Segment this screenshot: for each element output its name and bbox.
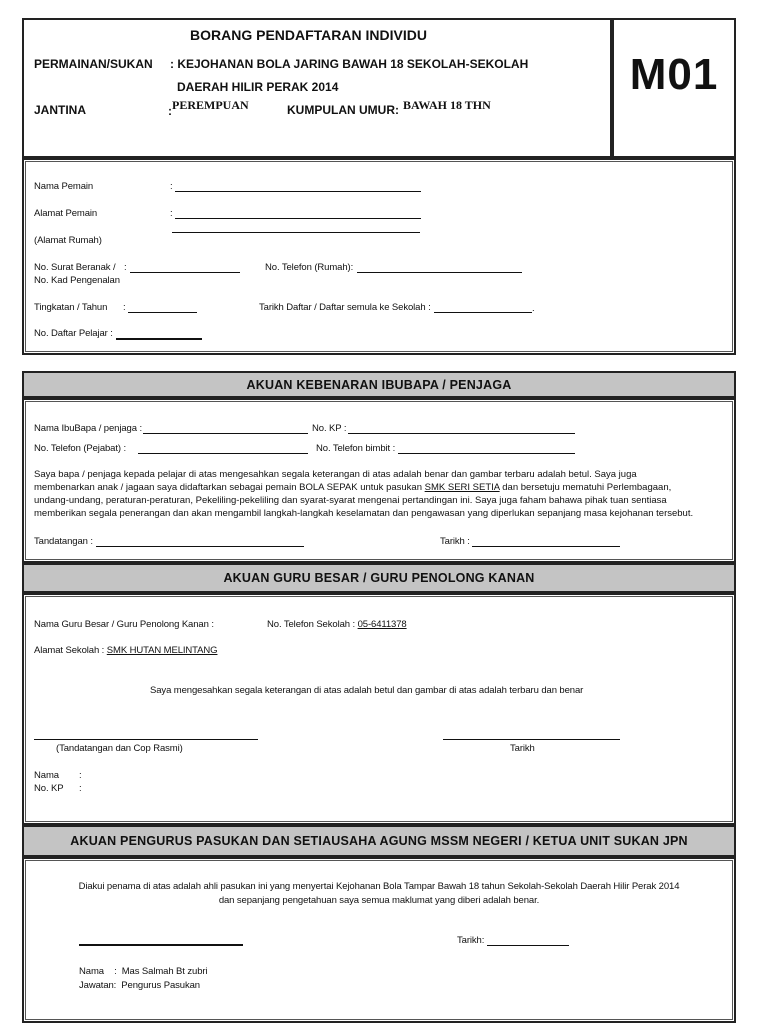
register-date-end: . xyxy=(532,303,535,314)
form-code: M01 xyxy=(629,50,719,99)
mobile-field[interactable] xyxy=(398,453,575,454)
age-group-label: KUMPULAN UMUR: xyxy=(287,103,399,117)
register-date-label: Tarikh Daftar / Daftar semula ke Sekolah : xyxy=(259,302,431,313)
birth-cert-label-1: No. Surat Beranak / xyxy=(34,262,116,273)
player-address-colon: : xyxy=(170,208,173,219)
parent-signature-field[interactable] xyxy=(96,546,304,547)
headmaster-signature-field[interactable] xyxy=(34,739,258,740)
form-year-colon: : xyxy=(123,302,126,313)
office-phone-field[interactable] xyxy=(138,453,308,454)
manager-signature-field[interactable] xyxy=(79,944,243,946)
parent-name-label: Nama IbuBapa / penjaga : xyxy=(34,423,142,434)
headmaster-name-label-2: Nama xyxy=(34,770,59,781)
student-no-field[interactable] xyxy=(116,338,202,340)
manager-name: Nama : Mas Salmah Bt zubri xyxy=(79,966,208,977)
gender-label: JANTINA xyxy=(34,103,87,117)
parent-decl-line-2a: membenarkan anak / jagaan saya didaftarkan sebagai pemain BOLA SEPAK untuk pasukan xyxy=(34,482,425,493)
parent-section-heading: AKUAN KEBENARAN IBUBAPA / PENJAGA xyxy=(22,371,736,398)
headmaster-name-colon: : xyxy=(79,770,82,781)
manager-section-heading: AKUAN PENGURUS PASUKAN DAN SETIAUSAHA AGUNG MSSM NEGERI / KETUA UNIT SUKAN JPN xyxy=(22,825,736,857)
school-address xyxy=(34,645,217,656)
gender-colon: : xyxy=(168,104,172,118)
parent-ic-label: No. KP : xyxy=(312,423,347,434)
headmaster-ic-label: No. KP xyxy=(34,783,64,794)
manager-decl-line-2: dan sepanjang pengetahuan saya semua maklumat yang diberi adalah benar. xyxy=(218,895,540,906)
parent-name-field[interactable] xyxy=(143,433,308,434)
school-address-value: SMK HUTAN MELINTANG xyxy=(106,645,218,656)
form-year-label: Tingkatan / Tahun xyxy=(34,302,108,313)
player-name-label: Nama Pemain xyxy=(34,181,94,192)
player-name-colon: : xyxy=(170,181,173,192)
home-address-label: (Alamat Rumah) xyxy=(34,235,102,246)
school-address-label: Alamat Sekolah : xyxy=(34,645,107,656)
parent-date-field[interactable] xyxy=(472,546,620,547)
home-phone-label: No. Telefon (Rumah): xyxy=(265,262,354,273)
birth-cert-colon: : xyxy=(124,262,127,273)
parent-decl-line-3: undang-undang, peraturan-peraturan, Pekeliling-pekeliling dan syarat-syarat mengenai pertandingan ini. Saya juga faham bahawa pihak tuan sentiasa xyxy=(34,495,667,506)
headmaster-date-label: Tarikh xyxy=(510,743,535,754)
parent-decl-line-1: Saya bapa / penjaga kepada pelajar di atas mengesahkan segala keterangan di atas adalah benar dan gambar terbaru adalah betul. Saya juga xyxy=(34,469,637,480)
parent-declaration xyxy=(34,468,724,520)
player-address-field-1[interactable] xyxy=(175,218,421,219)
headmaster-date-field[interactable] xyxy=(443,739,620,740)
game-value-line1: : KEJOHANAN BOLA JARING BAWAH 18 SEKOLAH-SEKOLAH xyxy=(170,57,529,71)
player-address-label: Alamat Pemain xyxy=(34,208,98,219)
headmaster-name-label: Nama Guru Besar / Guru Penolong Kanan : xyxy=(34,619,214,630)
office-phone-label: No. Telefon (Pejabat) : xyxy=(34,443,127,454)
manager-decl-line-1: Diakui penama di atas adalah ahli pasukan ini yang menyertai Kejohanan Bola Tampar Bawah 18 tahun Sekolah-Sekolah Daerah Hilir Perak 2014 xyxy=(78,881,680,892)
headmaster-signature-label: (Tandatangan dan Cop Rasmi) xyxy=(56,743,183,754)
manager-date-field[interactable] xyxy=(487,945,569,946)
manager-date-label: Tarikh: xyxy=(457,935,485,946)
birth-cert-label-2: No. Kad Pengenalan xyxy=(34,275,120,286)
parent-decl-line-2 xyxy=(34,481,724,494)
birth-cert-field[interactable] xyxy=(130,272,240,273)
headmaster-section-heading: AKUAN GURU BESAR / GURU PENOLONG KANAN xyxy=(22,563,736,593)
manager-position: Jawatan: Pengurus Pasukan xyxy=(79,980,200,991)
school-phone-value: 05-6411378 xyxy=(357,619,407,630)
game-label: PERMAINAN/SUKAN xyxy=(34,57,153,71)
parent-signature-label: Tandatangan : xyxy=(34,536,93,547)
register-date-field[interactable] xyxy=(434,312,532,313)
parent-decl-line-2b: dan bersetuju mematuhi Perlembagaan, xyxy=(499,482,672,493)
mobile-label: No. Telefon bimbit : xyxy=(316,443,396,454)
form-title: BORANG PENDAFTARAN INDIVIDU xyxy=(190,27,427,43)
player-name-field[interactable] xyxy=(175,191,421,192)
parent-ic-field[interactable] xyxy=(348,433,575,434)
player-address-field-2[interactable] xyxy=(172,232,420,233)
student-no-label: No. Daftar Pelajar : xyxy=(34,328,113,339)
gender-value: PEREMPUAN xyxy=(172,98,249,112)
parent-date-label: Tarikh : xyxy=(440,536,470,547)
headmaster-certify-text: Saya mengesahkan segala keterangan di atas adalah betul dan gambar di atas adalah terbaru dan benar xyxy=(150,685,584,696)
parent-decl-line-4: memberikan segala penerangan dan akan mengambil langkah-langkah keselamatan dan pengawasan yang diperlukan sepanjang masa kejohanan tersebut. xyxy=(34,508,694,519)
school-phone xyxy=(267,619,407,630)
school-phone-label: No. Telefon Sekolah : xyxy=(267,619,358,630)
headmaster-ic-colon: : xyxy=(79,783,82,794)
age-group-value: BAWAH 18 THN xyxy=(403,98,491,112)
parent-school-name: SMK SERI SETIA xyxy=(424,482,500,493)
player-inner-frame xyxy=(25,161,733,352)
form-year-field[interactable] xyxy=(128,312,197,313)
game-value-line2: DAERAH HILIR PERAK 2014 xyxy=(177,80,339,94)
home-phone-field[interactable] xyxy=(357,272,522,273)
